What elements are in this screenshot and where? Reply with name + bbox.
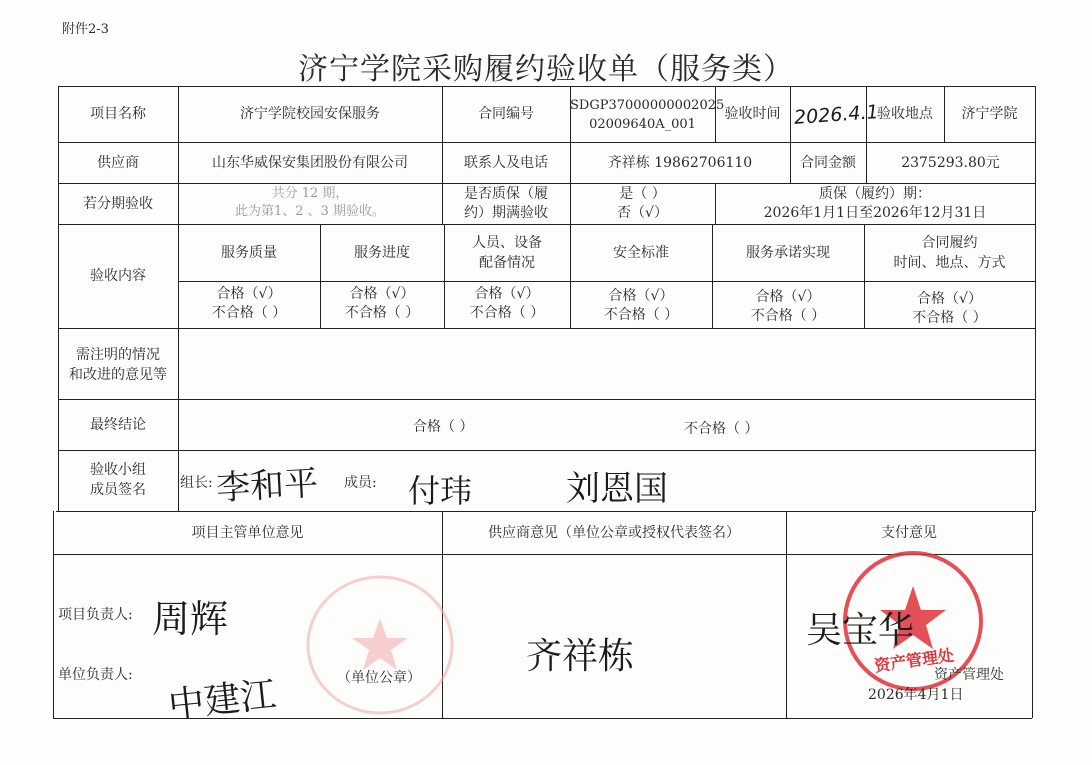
member-signature-2: 刘恩国 [566, 469, 668, 509]
pass-option: 合格（√） [608, 288, 674, 304]
pass-option: 合格（√） [755, 289, 821, 305]
team-label-line2: 成员签名 [90, 482, 146, 498]
phase-value [178, 185, 442, 221]
yes-option: 是（ ） [619, 186, 666, 202]
no-option: 否（√） [617, 205, 668, 221]
payment-opinion-header: 支付意见 [881, 524, 937, 541]
fail-option: 不合格（ ） [603, 307, 679, 323]
supplier-opinion-header: 供应商意见（单位公章或授权代表签名） [488, 524, 740, 541]
period-value: 2026年1月1日至2026年12月31日 [763, 205, 987, 221]
pass-option: 合格（√） [474, 286, 540, 302]
team-label-line1: 验收小组 [90, 462, 146, 478]
payment-stamp-text: 资产管理处 [873, 645, 956, 676]
col-staff-equipment [444, 233, 570, 273]
leader-label: 组长: [180, 475, 213, 491]
amount-value: 2375293.80元 [901, 154, 1000, 171]
contract-no-line1: SDGP37000000002025 [570, 98, 725, 113]
conclusion-pass: 合格（ ） [413, 419, 474, 435]
conclusion-fail: 不合格（ ） [684, 421, 759, 437]
payment-signature: 吴宝华 [806, 610, 915, 651]
warranty-period [715, 185, 1035, 223]
project-lead-label: 项目负责人: [58, 607, 133, 623]
notes-label-line2: 和改进的意见等 [69, 367, 167, 383]
period-label: 质保（履约）期： [819, 186, 931, 202]
content-label: 验收内容 [90, 268, 146, 284]
location-label: 验收地点 [877, 106, 933, 122]
result-contract-performance [864, 290, 1035, 328]
unit-lead-label: 单位负责人: [58, 667, 133, 683]
team-label [58, 460, 178, 500]
members-label: 成员: [344, 475, 377, 491]
warranty-q-line2: 约）期满验收 [464, 205, 548, 221]
payment-unit: 资产管理处 [934, 667, 1004, 683]
supplier-value: 山东华威保安集团股份有限公司 [212, 154, 408, 171]
inspection-time-handwritten: 2026.4.1 [793, 101, 880, 129]
col-safety-standard: 安全标准 [613, 244, 669, 261]
col-service-commitment: 服务承诺实现 [746, 244, 830, 261]
contract-no-line2: 02009640A_001 [589, 117, 696, 132]
conclusion-label: 最终结论 [90, 416, 146, 433]
phase-line1: 共分 12 期， [271, 186, 349, 201]
result-service-quality [178, 285, 320, 323]
pass-option: 合格（√） [349, 286, 415, 302]
project-name-value: 济宁学院校园安保服务 [240, 106, 380, 122]
col-contract-line1: 合同履约 [921, 235, 978, 251]
pass-option: 合格（√） [917, 291, 982, 307]
attachment-label: 附件2-3 [62, 22, 109, 37]
dept-opinion-header: 项目主管单位意见 [191, 524, 304, 541]
project-lead-signature: 周辉 [152, 597, 229, 641]
notes-label-line1: 需注明的情况 [76, 347, 160, 363]
fail-option: 不合格（ ） [912, 310, 987, 326]
result-staff-equipment [444, 285, 570, 323]
inspection-time-label: 验收时间 [724, 106, 781, 122]
fail-option: 不合格（ ） [469, 305, 545, 321]
col-contract-line2: 时间、地点、方式 [893, 255, 1006, 271]
col-staff-line1: 人员、设备 [472, 235, 542, 251]
result-service-commitment [712, 288, 864, 326]
supplier-label: 供应商 [97, 154, 139, 171]
supplier-signature: 齐祥栋 [526, 636, 635, 677]
pass-option: 合格（√） [216, 286, 282, 302]
project-name-label: 项目名称 [90, 106, 146, 122]
notes-label [58, 345, 178, 385]
member-signature-1: 付玮 [408, 472, 473, 510]
fail-option: 不合格（ ） [344, 305, 420, 321]
col-staff-line2: 配备情况 [479, 255, 535, 271]
contract-no-label: 合同编号 [478, 106, 534, 122]
contract-no-value [570, 96, 725, 134]
fail-option: 不合格（ ） [211, 305, 287, 321]
leader-signature: 李和平 [215, 463, 320, 509]
payment-date: 2026年4月1日 [868, 687, 964, 703]
col-service-quality: 服务质量 [221, 244, 277, 261]
col-service-progress: 服务进度 [354, 244, 410, 261]
unit-lead-signature: 中建江 [166, 674, 279, 727]
page-title: 济宁学院采购履约验收单（服务类） [298, 52, 794, 87]
phase-label: 若分期验收 [83, 195, 153, 212]
phase-line2: 此为第1、2 、3 期验收。 [234, 204, 386, 219]
warranty-answer [570, 185, 715, 223]
contact-value: 齐祥栋 19862706110 [607, 154, 753, 171]
result-safety-standard [570, 287, 712, 325]
fail-option: 不合格（ ） [750, 308, 826, 324]
col-contract-performance [864, 233, 1035, 273]
location-value: 济宁学院 [961, 106, 1018, 122]
warranty-q-line1: 是否质保（履 [464, 186, 548, 202]
contact-label: 联系人及电话 [464, 154, 548, 171]
result-service-progress [320, 285, 444, 323]
unit-seal-label: （单位公章） [337, 670, 421, 686]
dept-seal [300, 570, 460, 720]
warranty-question [442, 185, 570, 223]
amount-label: 合同金额 [800, 154, 856, 171]
